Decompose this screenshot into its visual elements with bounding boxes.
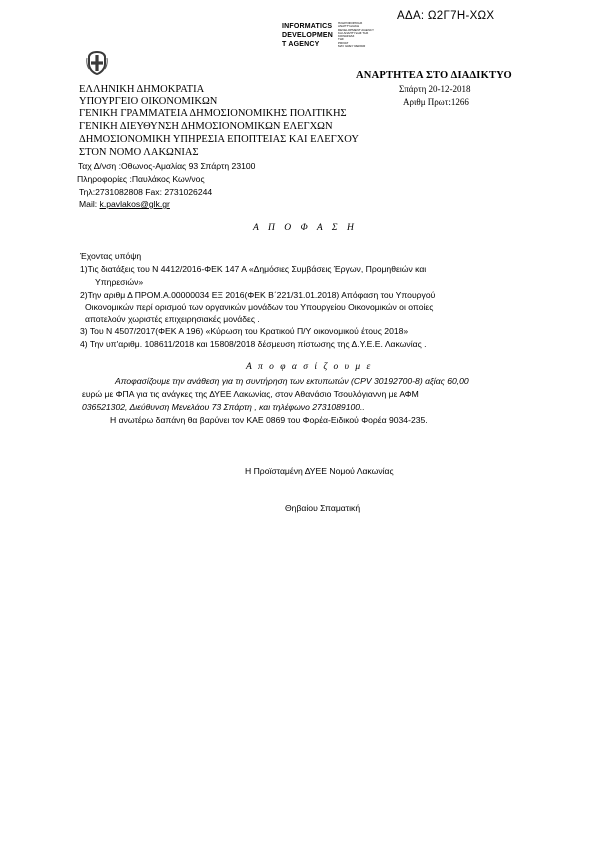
header-line-prefecture: ΣΤΟΝ ΝΟΜΟ ΛΑΚΩΝΙΑΣ: [79, 147, 199, 158]
clause-2-line-2: Οικονομικών περί ορισμού των οργανικών μονάδων του Υπουργείου Οικονομικών οι οποίες: [85, 302, 434, 312]
contact-info: Πληροφορίες :Παυλάκος Κων/νος: [77, 174, 205, 184]
clause-1-line-1: 1)Τις διατάξεις του Ν 4412/2016-ΦΕΚ 147 Α «Δημόσιες Συμβάσεις Έργων, Προμηθειών και: [80, 264, 427, 274]
clause-1-line-2: Υπηρεσιών»: [95, 277, 144, 287]
logo-line-2: DEVELOPMEN: [282, 32, 334, 39]
signature-role: Η Προϊσταμένη ΔΥΕΕ Νομού Λακωνίας: [245, 466, 394, 476]
contact-address: Ταχ Δ/νση :Οθωνος-Αμαλίας 93 Σπάρτη 23100: [78, 161, 256, 171]
decide-line-2: ευρώ με ΦΠΑ για τις ανάγκες της ΔΥΕΕ Λακωνίας, στον Αθανάσιο Τσουλόγιαννη με ΑΦΜ: [82, 389, 419, 399]
protocol-number: Αριθμ Πρωτ:1266: [403, 97, 469, 107]
contact-mail-row: [79, 199, 170, 209]
header-line-republic: ΕΛΛΗΝΙΚΗ ΔΗΜΟΚΡΑΤΙΑ: [79, 84, 205, 95]
clause-3: 3) Του Ν 4507/2017(ΦΕΚ Α 196) «Κύρωση του Κρατικού Π/Υ οικονομικού έτους 2018»: [80, 326, 409, 336]
publish-online-title: ΑΝΑΡΤΗΤΕΑ ΣΤΟ ΔΙΑΔΙΚΤΥΟ: [356, 70, 512, 81]
document-date: Σπάρτη 20-12-2018: [399, 84, 471, 94]
ada-code: ΑΔΑ: Ω2Γ7Η-ΧΩΧ: [397, 10, 495, 22]
decide-line-1: Αποφασίζουμε την ανάθεση για τη συντήρηση των εκτυπωτών (CPV 30192700-8) αξίας 60,00: [115, 376, 469, 386]
signature-name: Θηβαίου Σπαματική: [285, 503, 361, 513]
decide-line-4: Η ανωτέρω δαπάνη θα βαρύνει τον ΚΑΕ 0869 του Φορέα-Ειδικού Φορέα 9034-235.: [110, 415, 428, 425]
header-line-ministry: ΥΠΟΥΡΓΕΙΟ ΟΙΚΟΝΟΜΙΚΩΝ: [79, 96, 218, 107]
logo-line-1: INFORMATICS: [282, 23, 333, 30]
decide-line-3: 036521302, Διεύθυνση Μενελάου 73 Σπάρτη , και τηλέφωνο 2731089100..: [82, 402, 365, 412]
clause-4: 4) Την υπ'αριθμ. 108611/2018 και 15808/2018 δέσμευση πίστωσης της Δ.Υ.Ε.Ε. Λακωνίας .: [80, 339, 427, 349]
having-in-view: Έχοντας υπόψη: [80, 251, 142, 261]
we-decide-title: Α π ο φ α σ ί ζ ο υ μ ε: [246, 362, 373, 372]
clause-2-line-3: αποτελούν χωριστές επιχειρησιακές μονάδες .: [85, 314, 260, 324]
mail-label: Mail:: [79, 199, 100, 209]
header-line-service: ΔΗΜΟΣΙΟΝΟΜΙΚΗ ΥΠΗΡΕΣΙΑ ΕΠΟΠΤΕΙΑΣ ΚΑΙ ΕΛΕΓΧΟΥ: [79, 134, 359, 145]
clause-2-line-1: 2)Την αριθμ Δ ΠΡΟΜ.Α.00000034 ΕΞ 2016(ΦΕΚ Β΄221/31.01.2018) Απόφαση του Υπουργού: [80, 290, 436, 300]
logo-tiny-text: ΠΛΗΡΟΦΟΡΙΚΗΣ ΑΝΑΠΤΥΞΙΑΚΗ DEVELOPMENT AGENCY ΚΑΙ ΑΝΑΠΤΥΞΗΣ ΤΗΣ ΚΟΙΝΩΝΙΑΣ ΤΗΣ PRIVAT MAY GREY REPAIR: [338, 22, 374, 49]
mail-link[interactable]: k.pavlakos@glk.gr: [99, 199, 170, 209]
greek-coat-of-arms-icon: [86, 50, 108, 76]
header-line-directorate: ΓΕΝΙΚΗ ΔΙΕΥΘΥΝΣΗ ΔΗΜΟΣΙΟΝΟΜΙΚΩΝ ΕΛΕΓΧΩΝ: [79, 121, 333, 132]
decision-title: Α Π Ο Φ Α Σ Η: [253, 223, 358, 233]
logo-line-3: T AGENCY: [282, 41, 320, 48]
contact-phone: Τηλ:2731082808 Fax: 2731026244: [79, 187, 213, 197]
header-line-secretariat: ΓΕΝΙΚΗ ΓΡΑΜΜΑΤΕΙΑ ΔΗΜΟΣΙΟΝΟΜΙΚΗΣ ΠΟΛΙΤΙΚΗΣ: [79, 108, 347, 119]
